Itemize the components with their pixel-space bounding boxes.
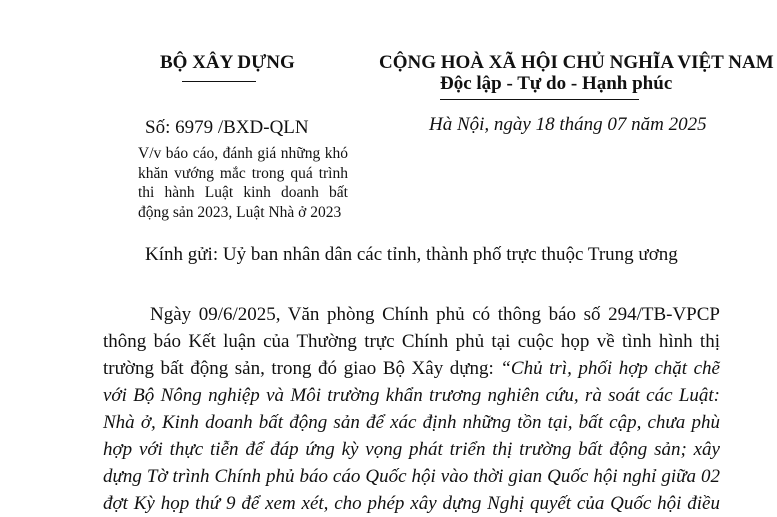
ministry-underline [182, 81, 256, 82]
body-paragraph [103, 301, 720, 517]
body-line: Ngày 09/6/2025, Văn phòng Chính phủ có thông báo số 294/TB-VPCP [150, 304, 720, 325]
republic-title: CỘNG HOÀ XÃ HỘI CHỦ NGHĨA VIỆT NAM [379, 52, 774, 73]
body-line: thông báo Kết luận của Thường trực Chính phủ tại cuộc họp về tình hình thị [103, 331, 720, 352]
subject-line: thi hành Luật kinh doanh bất [138, 184, 348, 201]
body-line: hợp với thực tiễn để đáp ứng kỳ vọng phát triển thị trường bất động sản; xây [103, 439, 720, 460]
national-motto: Độc lập - Tự do - Hạnh phúc [440, 73, 673, 94]
subject-line: V/v báo cáo, đánh giá những khó [138, 145, 348, 162]
body-text-normal: trường bất động sản, trong đó giao Bộ Xây dựng: [103, 358, 501, 379]
body-line: Nhà ở, Kinh doanh bất động sản để xác định những tồn tại, bất cập, chưa phù [103, 412, 720, 433]
place-date: Hà Nội, ngày 18 tháng 07 năm 2025 [429, 114, 707, 135]
body-line: với Bộ Nông nghiệp và Môi trường khẩn trương nghiên cứu, rà soát các Luật: [103, 385, 720, 406]
subject-line: động sản 2023, Luật Nhà ở 2023 [138, 203, 342, 221]
document-number: Số: 6979 /BXD-QLN [145, 117, 309, 138]
recipient-line: Kính gửi: Uỷ ban nhân dân các tỉnh, thành phố trực thuộc Trung ương [145, 244, 678, 265]
motto-underline [440, 99, 639, 100]
quoted-text: “Chủ trì, phối hợp chặt chẽ [500, 358, 720, 379]
body-line: dựng Tờ trình Chính phủ báo cáo Quốc hội vào thời gian Quốc hội nghỉ giữa 02 [103, 466, 720, 487]
body-line [103, 355, 720, 382]
subject-line: khăn vướng mắc trong quá trình [138, 164, 348, 182]
document-subject [138, 144, 348, 222]
ministry-name: BỘ XÂY DỰNG [160, 52, 295, 73]
body-line: đợt Kỳ họp thứ 9 để xem xét, cho phép xây dựng Nghị quyết của Quốc hội điều [103, 493, 720, 514]
